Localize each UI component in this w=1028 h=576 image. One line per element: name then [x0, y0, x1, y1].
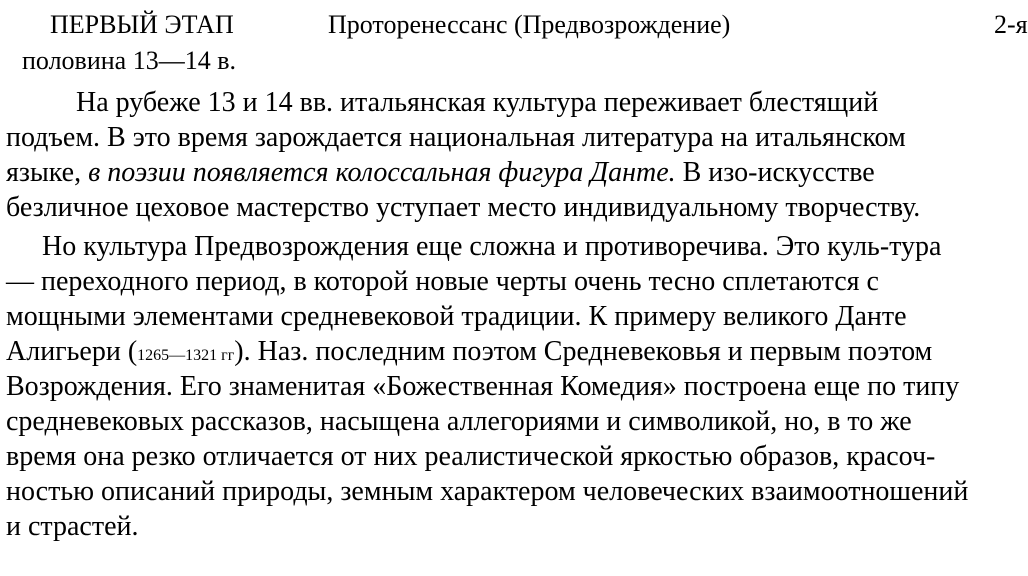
paragraph-2-line-8: ностью описаний природы, земным характером человеческих взаимоотношений — [6, 476, 969, 507]
section-heading — [0, 8, 1028, 42]
stage-label: ПЕРВЫЙ ЭТАП — [50, 10, 234, 39]
paragraph-1-line-3-start: языке, — [6, 157, 89, 188]
paragraph-2-line-5: Возрождения. Его знаменитая «Божественная Комедия» построена еще по типу — [6, 371, 960, 402]
paragraph-2-line-9: и страстей. — [6, 511, 139, 542]
paragraph-2-line-3: мощными элементами средневековой традиции. К примеру великого Данте — [6, 301, 907, 332]
paragraph-2-line-6: средневековых рассказов, насыщена аллегориями и символикой, но, в то же — [6, 406, 912, 437]
paragraph-2-line-4-end: ). Наз. последним поэтом Средневековья и первым поэтом — [234, 336, 933, 367]
dante-emphasis: в поэзии появляется колоссальная фигура Данте. — [88, 157, 676, 188]
paragraph-2-line-1: Но культура Предвозрождения еще сложна и противоречива. Это куль-тура — [42, 231, 942, 262]
period-label: Проторенессанс (Предвозрождение) — [328, 10, 731, 39]
paragraph-1-line-3-end: В изо-искусстве — [675, 157, 875, 188]
dates-label-start: 2-я — [994, 10, 1028, 39]
dates-label-end: половина 13—14 в. — [22, 46, 236, 75]
paragraph-2-line-7: время она резко отличается от них реалистической яркостью образов, красоч- — [6, 441, 936, 472]
paragraph-1-line-1: На рубеже 13 и 14 вв. итальянская культура переживает блестящий — [76, 87, 879, 118]
paragraph-1-line-2: подъем. В это время зарождается национальная литература на итальянском — [6, 122, 906, 153]
paragraph-2-line-2: — переходного период, в которой новые черты очень тесно сплетаются с — [6, 266, 879, 297]
dante-life-dates: 1265—1321 гг — [137, 347, 235, 364]
paragraph-2-line-4-start: Алигьери ( — [6, 336, 138, 367]
paragraph-1-line-4: безличное цеховое мастерство уступает место индивидуальному творчеству. — [6, 192, 921, 223]
paragraph-2-line-4 — [6, 335, 932, 373]
paragraph-1-line-3 — [6, 156, 875, 190]
